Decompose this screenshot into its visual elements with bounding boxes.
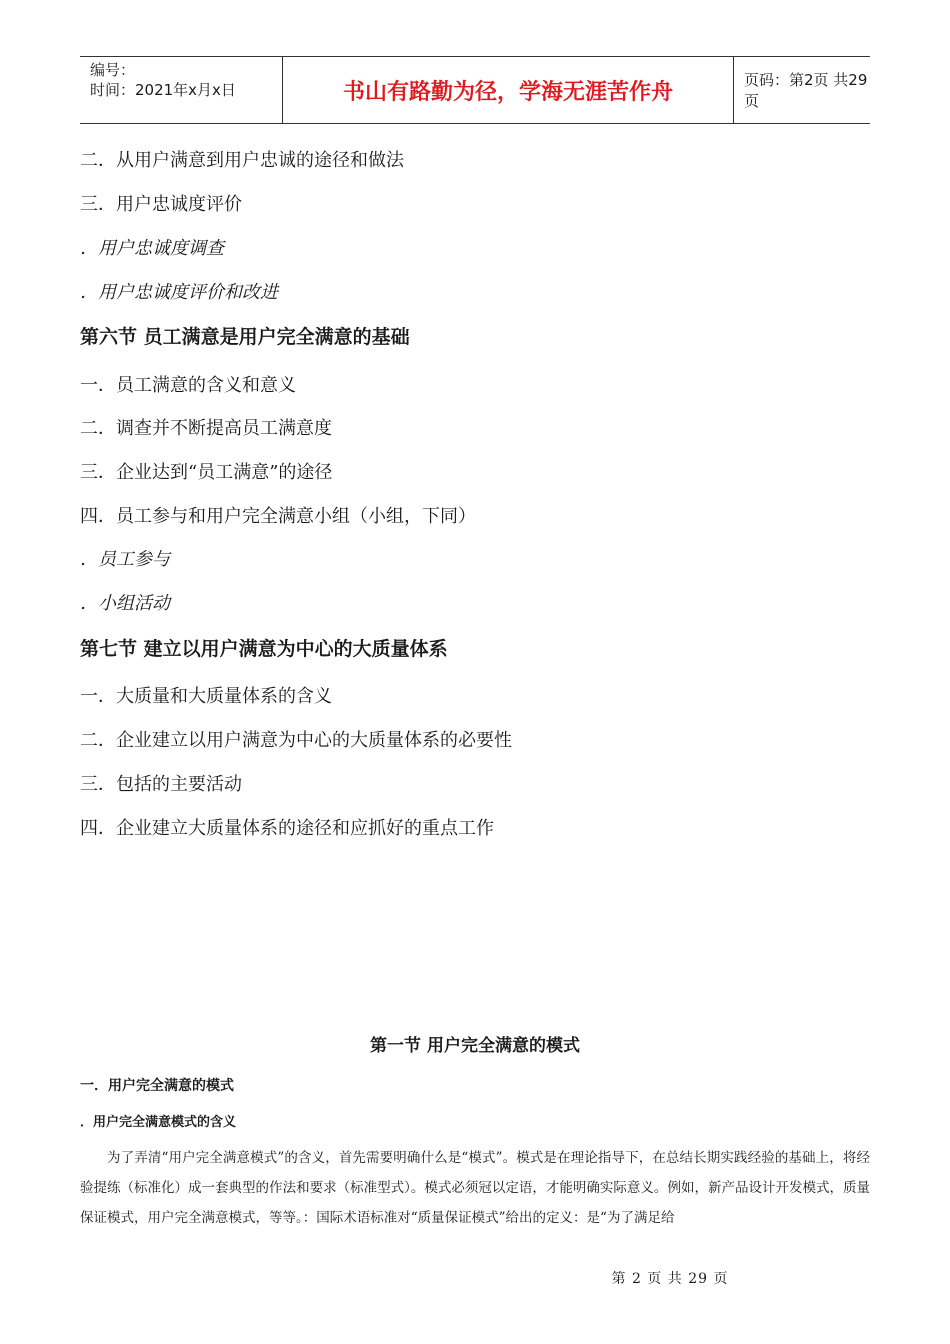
outline-line: 一．大质量和大质量体系的含义 bbox=[80, 686, 332, 707]
header-meta bbox=[80, 57, 282, 123]
body-paragraph: 为了弄清“用户完全满意模式”的含义，首先需要明确什么是“模式”。模式是在理论指导下，在总结长期实践经验的基础上，将经验提练（标准化）成一套典型的作法和要求（标准型式）。模式必须冠以定语，才能明确实际意义。例如，新产品设计开发模式，质量保证模式，用户完全满意模式，等等。：国际术语标准对“质量保证模式”给出的定义：是“为了满足给 bbox=[80, 1150, 870, 1226]
section-heading: 第七节 建立以用户满意为中心的大质量体系 bbox=[80, 638, 448, 660]
outline-line: 一．员工满意的含义和意义 bbox=[80, 375, 296, 396]
code-label: 编号： bbox=[90, 61, 136, 79]
page-footer bbox=[0, 1268, 950, 1288]
header-motto: 书山有路勤为径，学海无涯苦作舟 bbox=[282, 57, 734, 123]
outline-line: 四．员工参与和用户完全满意小组（小组，下同） bbox=[80, 506, 476, 527]
time-label: 时间：2021年x月x日 bbox=[90, 81, 236, 99]
outline-line: 三．包括的主要活动 bbox=[80, 774, 242, 795]
outline-line: ．用户忠诚度评价和改进 bbox=[80, 282, 278, 303]
outline-line: ．用户忠诚度调查 bbox=[80, 238, 224, 259]
outline-line: 三．企业达到“员工满意”的途径 bbox=[80, 462, 333, 483]
header-page-info: 页码：第2页 共29页 bbox=[744, 71, 868, 110]
page-header bbox=[80, 56, 870, 124]
outline-line: 四．企业建立大质量体系的途径和应抓好的重点工作 bbox=[80, 818, 494, 839]
section-heading: 第六节 员工满意是用户完全满意的基础 bbox=[80, 326, 410, 348]
outline-line: 二．企业建立以用户满意为中心的大质量体系的必要性 bbox=[80, 730, 512, 751]
outline-line: 三．用户忠诚度评价 bbox=[80, 194, 242, 215]
subsection-title: 一．用户完全满意的模式 bbox=[80, 1078, 234, 1094]
outline-line: 二．调查并不断提高员工满意度 bbox=[80, 418, 332, 439]
outline-line: ．员工参与 bbox=[80, 549, 170, 570]
outline-line: 二．从用户满意到用户忠诚的途径和做法 bbox=[80, 150, 404, 171]
subsubsection-title: ．用户完全满意模式的含义 bbox=[80, 1115, 237, 1130]
footer-page-number: 第 2 页 共 29 页 bbox=[611, 1271, 729, 1287]
section-title: 第一节 用户完全满意的模式 bbox=[370, 1036, 580, 1056]
outline-line: ．小组活动 bbox=[80, 593, 170, 614]
